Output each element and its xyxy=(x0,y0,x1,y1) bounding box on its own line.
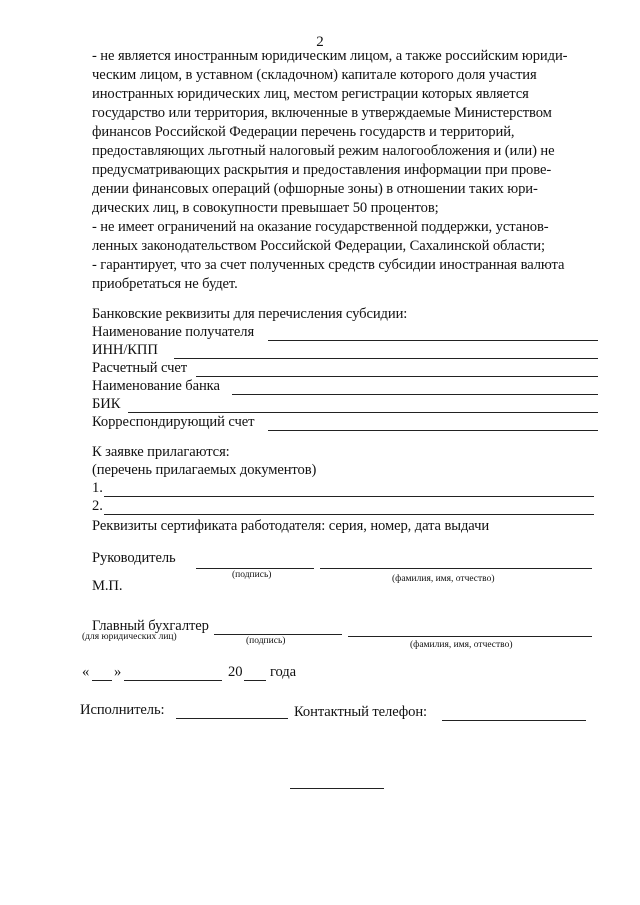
condition-line: дических лиц, в совокупности превышает 50 процентов; xyxy=(92,200,439,216)
executor-label: Исполнитель: xyxy=(80,702,165,718)
inn-kpp-label: ИНН/КПП xyxy=(92,342,158,358)
condition-line: - не является иностранным юридическим лицом, а также российским юриди- xyxy=(92,48,568,64)
recipient-name-label: Наименование получателя xyxy=(92,324,255,340)
bank-name-field[interactable] xyxy=(232,394,598,395)
accountant-fullname-hint: (фамилия, имя, отчество) xyxy=(410,640,513,650)
contact-phone-field[interactable] xyxy=(442,720,586,721)
head-signature-field[interactable] xyxy=(196,568,314,569)
date-open-quote: « xyxy=(82,664,90,680)
condition-line: ленных законодательством Российской Федерации, Сахалинской области; xyxy=(92,238,545,254)
head-fullname-hint: (фамилия, имя, отчество) xyxy=(392,574,495,584)
attachment-item-2-number: 2. xyxy=(92,498,103,514)
condition-line: ческим лицом, в уставном (складочном) капитале которого доля участия xyxy=(92,67,537,83)
date-year-suffix: года xyxy=(270,664,297,680)
condition-line: - гарантирует, что за счет полученных средств субсидии иностранная валюта xyxy=(92,257,565,273)
attachment-item-1-number: 1. xyxy=(92,480,103,496)
attachments-heading: К заявке прилагаются: xyxy=(92,444,230,460)
attachment-item-1-field[interactable] xyxy=(104,496,594,497)
condition-line: иностранных юридических лиц, местом регистрации которых является xyxy=(92,86,529,102)
accountant-fullname-field[interactable] xyxy=(348,636,592,637)
date-year-prefix: 20 xyxy=(228,664,243,680)
head-label: Руководитель xyxy=(92,550,176,566)
account-field[interactable] xyxy=(196,376,598,377)
contact-phone-label: Контактный телефон: xyxy=(294,704,428,720)
stamp-label: М.П. xyxy=(92,578,123,594)
condition-line: приобретаться не будет. xyxy=(92,276,238,292)
condition-line: государство или территория, включенные в утверждаемые Министерством xyxy=(92,105,552,121)
end-separator xyxy=(290,788,384,789)
date-day-field[interactable] xyxy=(92,680,112,681)
condition-line: - не имеет ограничений на оказание государственной поддержки, установ- xyxy=(92,219,549,235)
legal-entities-hint: (для юридических лиц) xyxy=(82,632,177,642)
corr-account-field[interactable] xyxy=(268,430,598,431)
executor-field[interactable] xyxy=(176,718,288,719)
accountant-signature-field[interactable] xyxy=(214,634,342,635)
chief-accountant-label: Главный бухгалтер xyxy=(92,618,209,634)
condition-line: предусматривающих раскрытия и предоставления информации при прове- xyxy=(92,162,552,178)
inn-kpp-field[interactable] xyxy=(174,358,598,359)
attachments-subheading: (перечень прилагаемых документов) xyxy=(92,462,317,478)
accountant-signature-hint: (подпись) xyxy=(246,636,286,646)
bank-name-label: Наименование банка xyxy=(92,378,220,394)
recipient-name-field[interactable] xyxy=(268,340,598,341)
page-number: 2 xyxy=(316,34,324,50)
corr-account-label: Корреспондирующий счет xyxy=(92,414,255,430)
condition-line: дении финансовых операций (офшорные зоны) в отношении таких юри- xyxy=(92,181,538,197)
head-fullname-field[interactable] xyxy=(320,568,592,569)
certificate-details-label: Реквизиты сертификата работодателя: серия, номер, дата выдачи xyxy=(92,518,490,534)
head-signature-hint: (подпись) xyxy=(232,570,272,580)
date-year-field[interactable] xyxy=(244,680,266,681)
bank-details-heading: Банковские реквизиты для перечисления субсидии: xyxy=(92,306,408,322)
condition-line: предоставляющих льготный налоговый режим налогообложения и (или) не xyxy=(92,143,555,159)
date-close-quote: » xyxy=(114,664,122,680)
bik-field[interactable] xyxy=(128,412,598,413)
account-label: Расчетный счет xyxy=(92,360,188,376)
condition-line: финансов Российской Федерации перечень государств и территорий, xyxy=(92,124,515,140)
bik-label: БИК xyxy=(92,396,121,412)
date-month-field[interactable] xyxy=(124,680,222,681)
attachment-item-2-field[interactable] xyxy=(104,514,594,515)
